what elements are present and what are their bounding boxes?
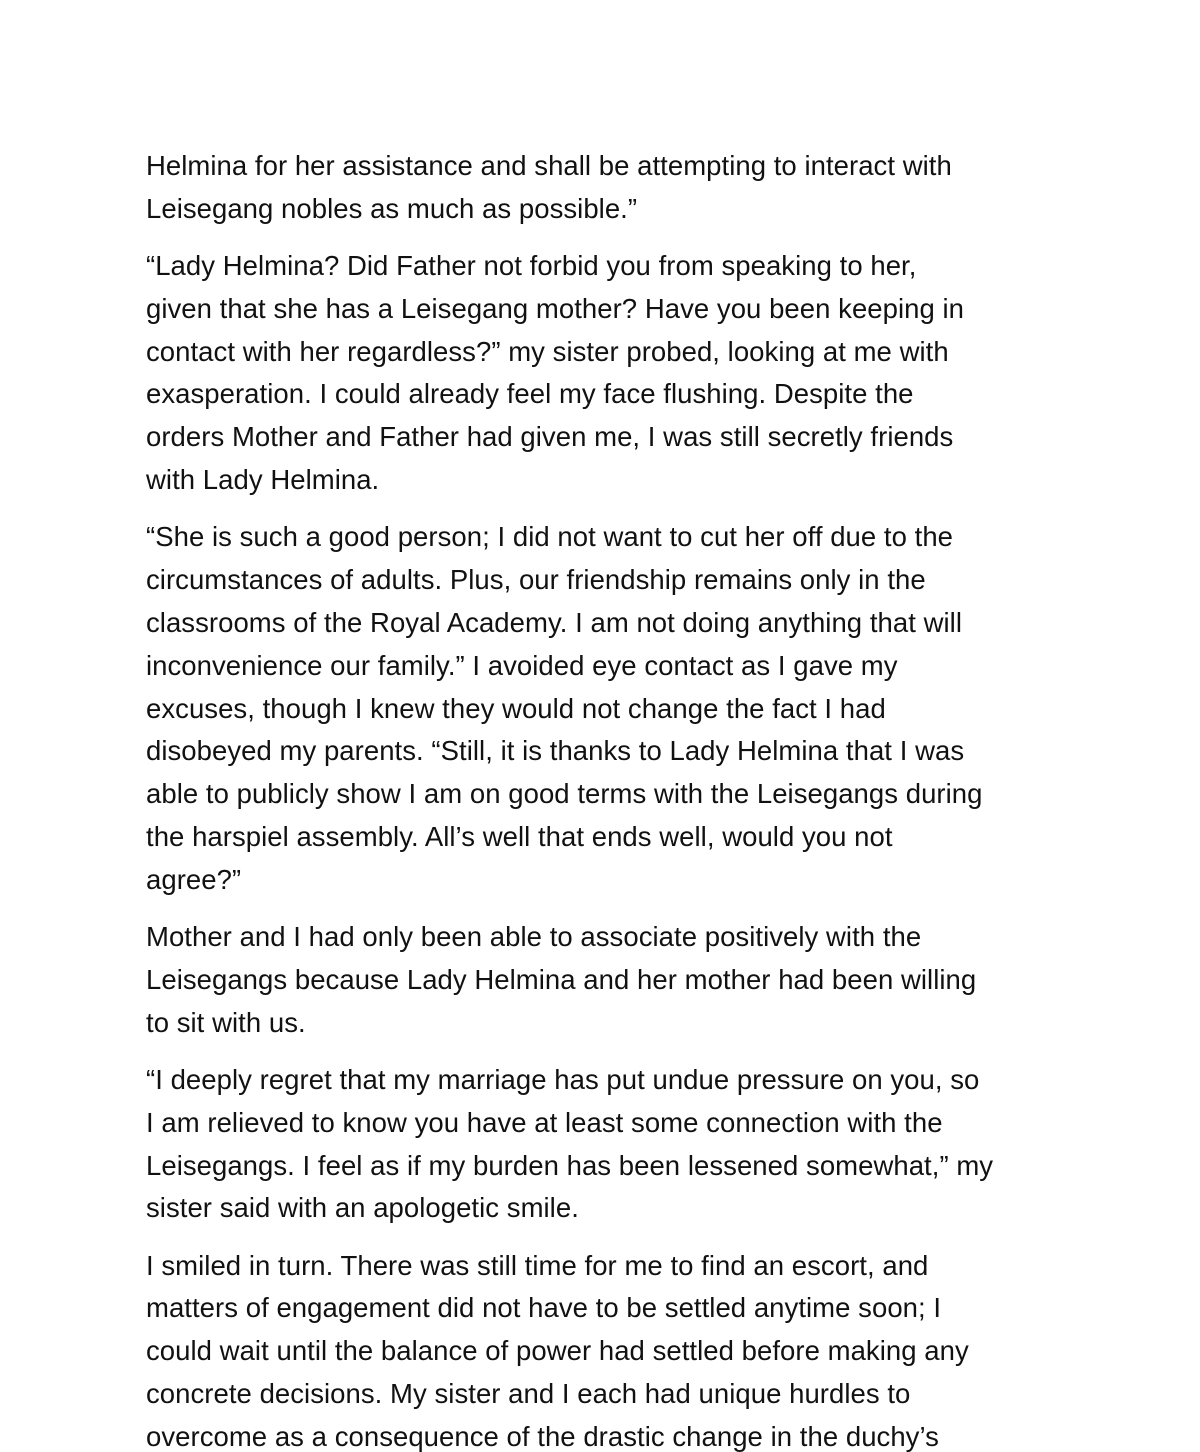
text-line: overcome as a consequence of the drastic change in the duchy’s: [146, 1420, 939, 1452]
text-line: “I deeply regret that my marriage has put undue pressure on you, so: [146, 1063, 980, 1095]
paragraph: [146, 516, 1046, 901]
text-line: given that she has a Leisegang mother? Have you been keeping in: [146, 292, 965, 324]
text-line: to sit with us.: [146, 1006, 306, 1038]
text-line: I smiled in turn. There was still time for me to find an escort, and: [146, 1249, 929, 1281]
text-line: “She is such a good person; I did not want to cut her off due to the: [146, 521, 954, 553]
text-line: Leisegang nobles as much as possible.”: [146, 192, 638, 224]
text-line: exasperation. I could already feel my face flushing. Despite the: [146, 378, 914, 410]
text-line: classrooms of the Royal Academy. I am not doing anything that will: [146, 606, 962, 638]
document-body: [146, 145, 1046, 1452]
text-line: Leisegangs. I feel as if my burden has been lessened somewhat,” my: [146, 1149, 994, 1181]
text-line: concrete decisions. My sister and I each had unique hurdles to: [146, 1378, 911, 1410]
text-line: orders Mother and Father had given me, I was still secretly friends: [146, 421, 954, 453]
text-line: excuses, though I knew they would not change the fact I had: [146, 692, 886, 724]
text-line: “Lady Helmina? Did Father not forbid you from speaking to her,: [146, 250, 917, 282]
paragraph: [146, 1059, 1046, 1230]
text-line: contact with her regardless?” my sister probed, looking at me with: [146, 335, 949, 367]
text-line: I am relieved to know you have at least some connection with the: [146, 1106, 943, 1138]
text-line: sister said with an apologetic smile.: [146, 1192, 579, 1224]
text-line: Mother and I had only been able to associate positively with the: [146, 921, 922, 953]
paragraph: [146, 1245, 1046, 1452]
text-line: Leisegangs because Lady Helmina and her mother had been willing: [146, 963, 977, 995]
text-line: with Lady Helmina.: [146, 464, 380, 496]
text-line: agree?”: [146, 863, 242, 895]
text-line: circumstances of adults. Plus, our friendship remains only in the: [146, 564, 926, 596]
text-line: Helmina for her assistance and shall be attempting to interact with: [146, 150, 952, 181]
text-line: inconvenience our family.” I avoided eye contact as I gave my: [146, 649, 898, 681]
paragraph: [146, 145, 1046, 231]
paragraph: [146, 916, 1046, 1044]
text-line: matters of engagement did not have to be settled anytime soon; I: [146, 1292, 942, 1324]
text-line: disobeyed my parents. “Still, it is thanks to Lady Helmina that I was: [146, 735, 965, 767]
text-line: could wait until the balance of power had settled before making any: [146, 1335, 969, 1367]
text-line: able to publicly show I am on good terms with the Leisegangs during: [146, 778, 983, 810]
text-line: the harspiel assembly. All’s well that ends well, would you not: [146, 820, 893, 852]
paragraph: [146, 245, 1046, 502]
